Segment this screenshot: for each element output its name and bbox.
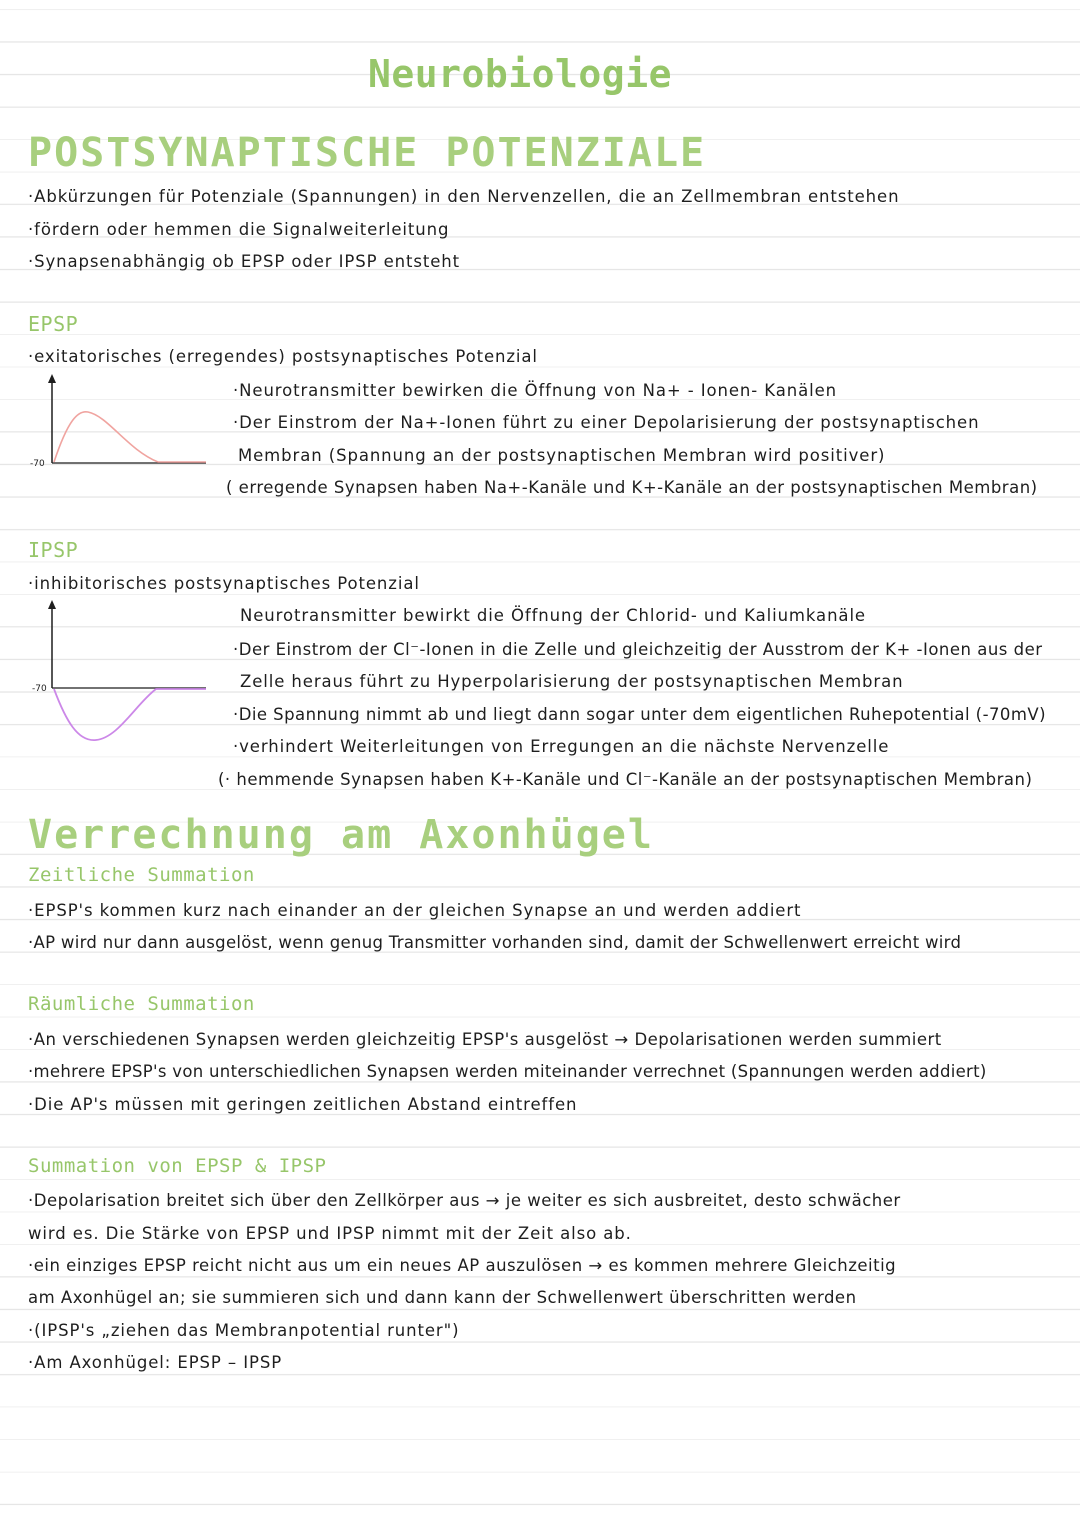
epsp-line: ( erregende Synapsen haben Na+-Kanäle und K+-Kanäle an der postsynaptischen Membran)	[226, 478, 1038, 497]
bullet-line: ·Abkürzungen für Potenziale (Spannungen) in den Nervenzellen, die an Zellmembran entstehen	[28, 187, 900, 206]
epsp-line: Membran (Spannung an der postsynaptischen Membran wird positiver)	[238, 446, 886, 465]
summation-line: am Axonhügel an; sie summieren sich und dann kann der Schwellenwert überschritten werden	[28, 1288, 857, 1307]
ipsp-line: ·Der Einstrom der Cl⁻-Ionen in die Zelle und gleichzeitig der Ausstrom der K+ -Ionen aus der	[233, 640, 1043, 659]
ipsp-definition: ·inhibitorisches postsynaptisches Potenzial	[28, 574, 420, 593]
epsp-graph-arrow	[48, 374, 56, 383]
ipsp-graph-arrow	[48, 600, 56, 609]
epsp-graph-label: -70	[30, 459, 45, 469]
ipsp-graph	[28, 596, 213, 746]
section-heading-postsynaptische-potenziale: POSTSYNAPTISCHE POTENZIALE	[28, 130, 707, 176]
bullet-line: ·Synapsenabhängig ob EPSP oder IPSP entsteht	[28, 252, 461, 271]
summation-line: ·ein einziges EPSP reicht nicht aus um ein neues AP auszulösen → es kommen mehrere Gleichzeitig	[28, 1256, 897, 1275]
summation-line: ·Am Axonhügel: EPSP – IPSP	[28, 1353, 283, 1372]
zeitliche-line: ·AP wird nur dann ausgelöst, wenn genug Transmitter vorhanden sind, damit der Schwellenwert erreicht wird	[28, 933, 962, 952]
ipsp-curve	[54, 689, 206, 740]
ipsp-line: ·Die Spannung nimmt ab und liegt dann sogar unter dem eigentlichen Ruhepotential (-70mV)	[233, 705, 1047, 724]
ipsp-line: (· hemmende Synapsen haben K+-Kanäle und Cl⁻-Kanäle an der postsynaptischen Membran)	[218, 770, 1033, 789]
ipsp-graph-label: -70	[32, 684, 47, 694]
epsp-definition: ·exitatorisches (erregendes) postsynaptisches Potenzial	[28, 347, 538, 366]
ipsp-line: Zelle heraus führt zu Hyperpolarisierung der postsynaptischen Membran	[240, 672, 904, 691]
epsp-line: ·Neurotransmitter bewirken die Öffnung von Na+ - Ionen- Kanälen	[233, 381, 837, 400]
summation-line: ·(IPSP's „ziehen das Membranpotential runter")	[28, 1321, 460, 1340]
ipsp-line: ·verhindert Weiterleitungen von Erregungen an die nächste Nervenzelle	[233, 737, 890, 756]
section-heading-verrechnung: Verrechnung am Axonhügel	[28, 812, 654, 858]
epsp-graph	[28, 370, 213, 470]
epsp-curve	[54, 412, 206, 462]
epsp-heading: EPSP	[28, 312, 79, 336]
page-title: Neurobiologie	[368, 52, 672, 96]
zeitliche-line: ·EPSP's kommen kurz nach einander an der gleichen Synapse an und werden addiert	[28, 901, 802, 920]
summation-line: ·Depolarisation breitet sich über den Zellkörper aus → je weiter es sich ausbreitet, desto schwächer	[28, 1191, 901, 1210]
raeumliche-line: ·Die AP's müssen mit geringen zeitlichen Abstand eintreffen	[28, 1095, 578, 1114]
epsp-line: ·Der Einstrom der Na+-Ionen führt zu einer Depolarisierung der postsynaptischen	[233, 413, 980, 432]
ipsp-heading: IPSP	[28, 538, 79, 562]
raeumliche-line: ·mehrere EPSP's von unterschiedlichen Synapsen werden miteinander verrechnet (Spannungen werden addiert)	[28, 1062, 987, 1081]
raeumliche-line: ·An verschiedenen Synapsen werden gleichzeitig EPSP's ausgelöst → Depolarisationen werden summiert	[28, 1030, 942, 1049]
raeumliche-summation-heading: Räumliche Summation	[28, 993, 255, 1015]
ipsp-line: Neurotransmitter bewirkt die Öffnung der Chlorid- und Kaliumkanäle	[240, 606, 866, 625]
summation-line: wird es. Die Stärke von EPSP und IPSP nimmt mit der Zeit also ab.	[28, 1224, 632, 1243]
zeitliche-summation-heading: Zeitliche Summation	[28, 864, 255, 886]
summation-epsp-ipsp-heading: Summation von EPSP & IPSP	[28, 1155, 327, 1177]
bullet-line: ·fördern oder hemmen die Signalweiterleitung	[28, 220, 450, 239]
